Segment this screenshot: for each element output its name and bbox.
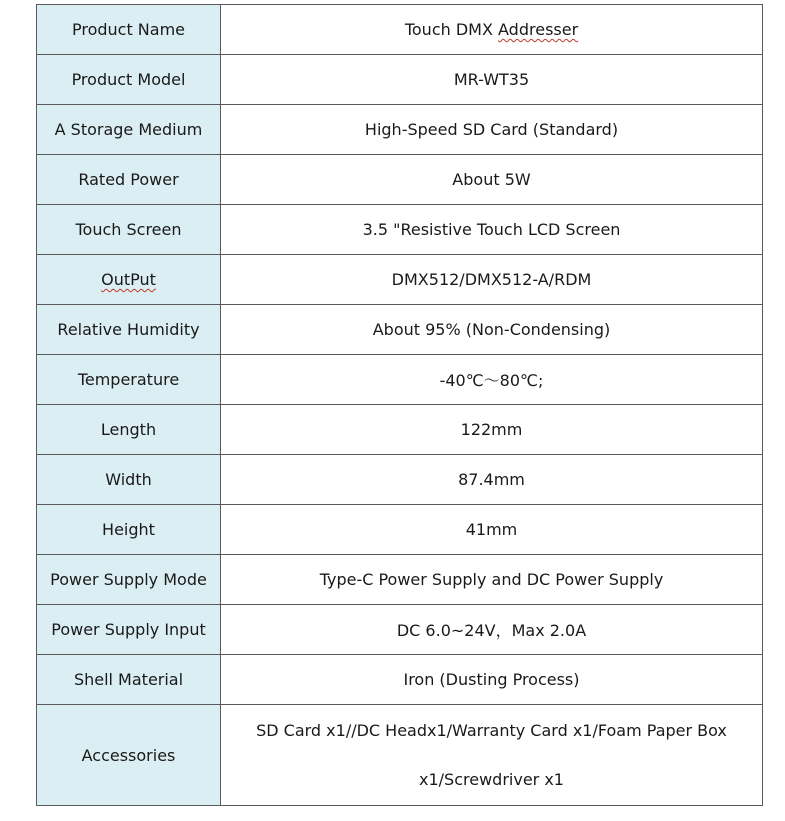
- table-row: [37, 5, 763, 55]
- table-row: [37, 705, 763, 806]
- table-row: [37, 655, 763, 705]
- row-label: Width: [37, 455, 221, 505]
- misspelled-word: OutPut: [101, 270, 156, 289]
- spec-table: [36, 4, 763, 806]
- row-value: About 5W: [221, 155, 763, 205]
- row-label: Product Name: [37, 5, 221, 55]
- row-value: -40℃～80℃;: [221, 355, 763, 405]
- table-row: [37, 55, 763, 105]
- row-label: Touch Screen: [37, 205, 221, 255]
- row-value: Iron (Dusting Process): [221, 655, 763, 705]
- table-row: [37, 605, 763, 655]
- row-label: Rated Power: [37, 155, 221, 205]
- misspelled-word: Addresser: [498, 20, 579, 39]
- row-label: Height: [37, 505, 221, 555]
- table-row: [37, 155, 763, 205]
- row-label: Shell Material: [37, 655, 221, 705]
- table-row: [37, 255, 763, 305]
- row-label: A Storage Medium: [37, 105, 221, 155]
- row-label: Product Model: [37, 55, 221, 105]
- row-value: 3.5 "Resistive Touch LCD Screen: [221, 205, 763, 255]
- row-label: Power Supply Input: [37, 605, 221, 655]
- table-row: [37, 205, 763, 255]
- row-value: [221, 705, 763, 806]
- table-row: [37, 105, 763, 155]
- row-value: 122mm: [221, 405, 763, 455]
- row-value: Type-C Power Supply and DC Power Supply: [221, 555, 763, 605]
- row-value: 41mm: [221, 505, 763, 555]
- row-value: About 95% (Non-Condensing): [221, 305, 763, 355]
- table-row: [37, 505, 763, 555]
- table-row: [37, 455, 763, 505]
- value-text: Touch DMX: [404, 20, 499, 39]
- row-value: DC 6.0~24V，Max 2.0A: [221, 605, 763, 655]
- table-row: [37, 555, 763, 605]
- table-row: [37, 305, 763, 355]
- row-label: Power Supply Mode: [37, 555, 221, 605]
- value-line: x1/Screwdriver x1: [419, 770, 564, 789]
- row-value: DMX512/DMX512-A/RDM: [221, 255, 763, 305]
- row-value: High-Speed SD Card (Standard): [221, 105, 763, 155]
- row-value: 87.4mm: [221, 455, 763, 505]
- table-row: [37, 355, 763, 405]
- table-row: [37, 405, 763, 455]
- row-label: Length: [37, 405, 221, 455]
- row-label: [37, 255, 221, 305]
- row-label: Accessories: [37, 705, 221, 806]
- row-label: Relative Humidity: [37, 305, 221, 355]
- row-label: Temperature: [37, 355, 221, 405]
- row-value: [221, 5, 763, 55]
- row-value: MR-WT35: [221, 55, 763, 105]
- value-line: SD Card x1//DC Headx1/Warranty Card x1/Foam Paper Box: [256, 721, 727, 740]
